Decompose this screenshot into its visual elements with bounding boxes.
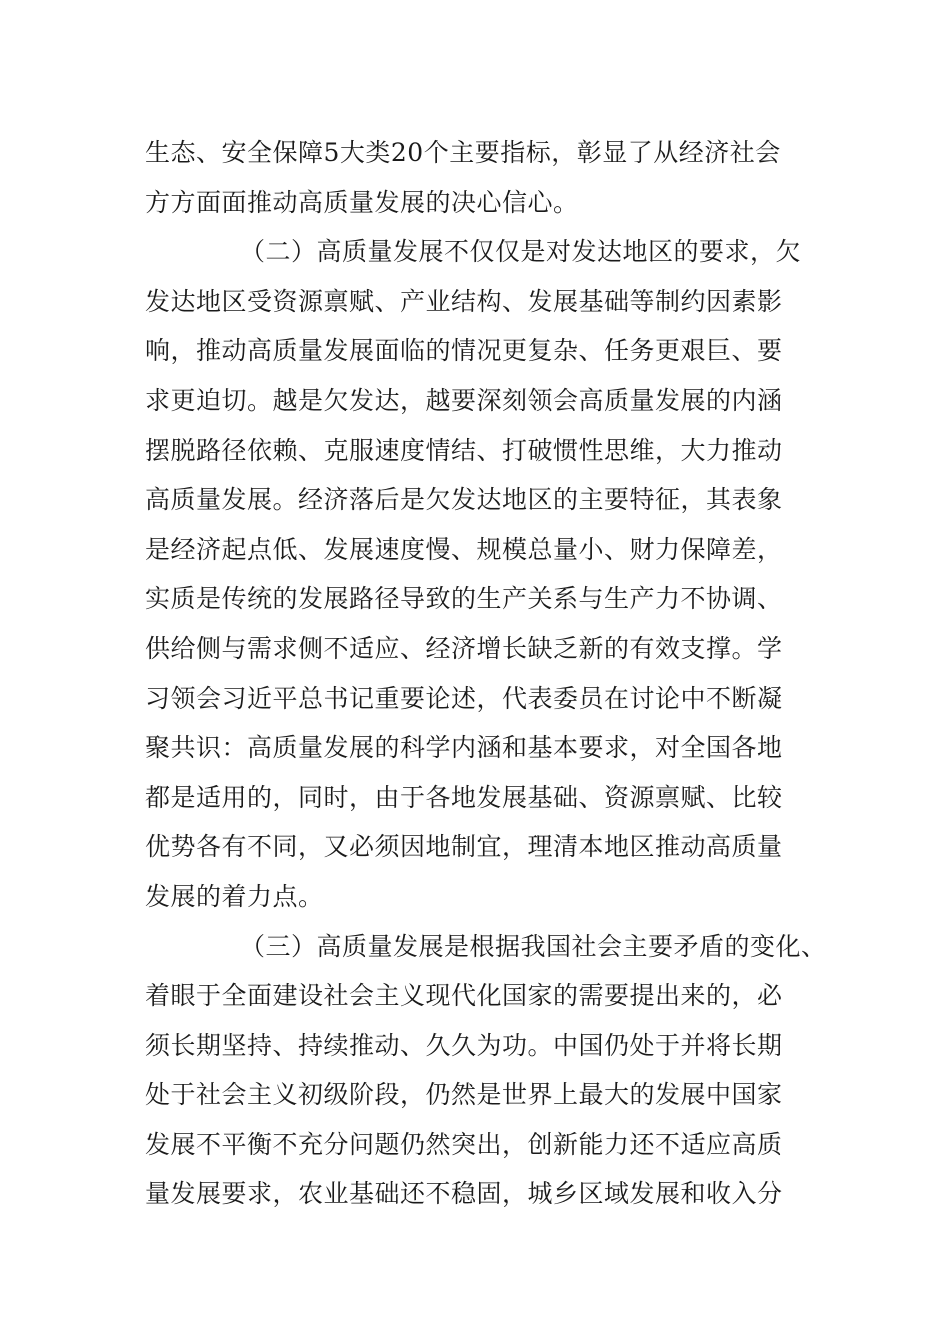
- text-line: 处于社会主义初级阶段，仍然是世界上最大的发展中国家: [145, 1080, 783, 1110]
- text-line: 方方面面推动高质量发展的决心信心。: [145, 187, 579, 217]
- text-line: 实质是传统的发展路径导致的生产关系与生产力不协调、: [145, 584, 783, 614]
- paragraph-first-line: （三）高质量发展是根据我国社会主要矛盾的变化、: [240, 931, 827, 961]
- text-line: 供给侧与需求侧不适应、经济增长缺乏新的有效支撑。学: [145, 633, 783, 663]
- text-line: 是经济起点低、发展速度慢、规模总量小、财力保障差，: [145, 534, 783, 564]
- body-text: [145, 128, 835, 1219]
- text-line: 发展不平衡不充分问题仍然突出，创新能力还不适应高质: [145, 1129, 783, 1159]
- text-line: 都是适用的，同时，由于各地发展基础、资源禀赋、比较: [145, 782, 783, 812]
- text-line: 着眼于全面建设社会主义现代化国家的需要提出来的，必: [145, 981, 783, 1011]
- text-line: 发展的着力点。: [145, 881, 324, 911]
- text-line: 优势各有不同，又必须因地制宜，理清本地区推动高质量: [145, 832, 783, 862]
- text-line: 聚共识：高质量发展的科学内涵和基本要求，对全国各地: [145, 733, 783, 763]
- text-line: 响，推动高质量发展面临的情况更复杂、任务更艰巨、要: [145, 336, 783, 366]
- text-line: 生态、安全保障5大类20个主要指标，彰显了从经济社会: [145, 138, 781, 167]
- text-line: 量发展要求，农业基础还不稳固，城乡区域发展和收入分: [145, 1179, 783, 1209]
- text-line: 高质量发展。经济落后是欠发达地区的主要特征，其表象: [145, 485, 783, 515]
- text-line: 习领会习近平总书记重要论述，代表委员在讨论中不断凝: [145, 683, 783, 713]
- text-line: 求更迫切。越是欠发达，越要深刻领会高质量发展的内涵: [145, 385, 783, 415]
- text-line: 摆脱路径依赖、克服速度情结、打破惯性思维，大力推动: [145, 435, 783, 465]
- text-line: 发达地区受资源禀赋、产业结构、发展基础等制约因素影: [145, 286, 783, 316]
- text-line: 须长期坚持、持续推动、久久为功。中国仍处于并将长期: [145, 1030, 783, 1060]
- paragraph-first-line: （二）高质量发展不仅仅是对发达地区的要求，欠: [240, 237, 802, 267]
